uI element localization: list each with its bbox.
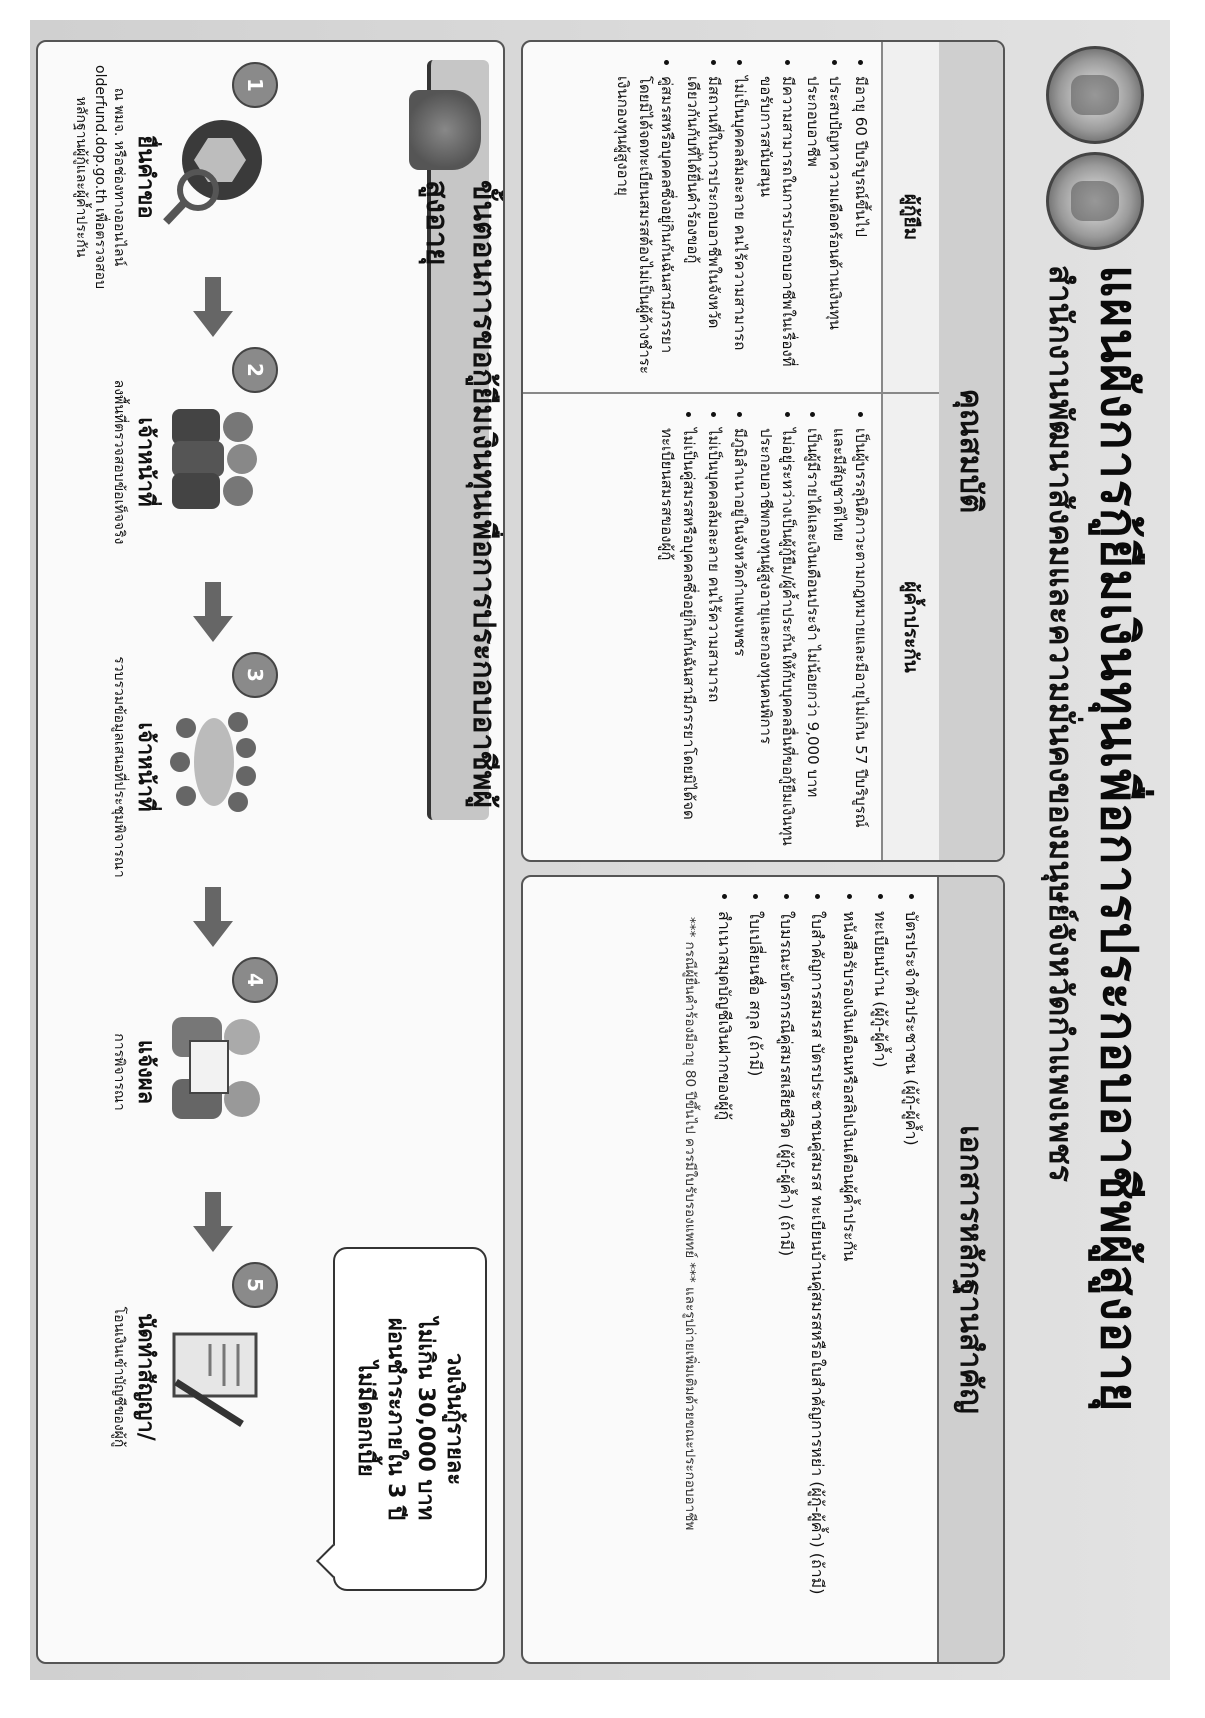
step-number-badge: 4 [232, 957, 278, 1003]
decorative-ornament-icon [409, 90, 481, 170]
step-number-badge: 1 [232, 62, 278, 108]
steps-panel [36, 40, 505, 1664]
qualifications-panel [521, 40, 1005, 862]
list-item: • ทะเบียนบ้าน (ผู้กู้-ผู้ค้ำ) [869, 911, 892, 1648]
list-item: • มีภูมิลำเนาอยู่ในจังหวัดกำแพงเพชร [729, 428, 751, 846]
steps-heading-bar [419, 60, 501, 820]
step-detail: ลงพื้นที่ตรวจสอบข้อเท็จจริง [111, 379, 127, 545]
documents-heading: เอกสารหลักฐานสำคัญ [937, 877, 1003, 1662]
step-1 [53, 62, 278, 292]
list-item: • ไม่อยู่ระหว่างเป็นผู้กู้ยืม/ผู้ค้ำประกันให้กับบุคคลอื่นที่ขอกู้ยืมเงินทุนประกอบอาชีพกองทุนผู้สูงอายุและกองทุนคนพิการ [754, 428, 798, 846]
list-item: • ไม่เป็นคู่สมรสหรือบุคคลซึ่งอยู่กินกันฉันสามีภรรยาโดยมิได้จดทะเบียนสมรสของผู้กู้ [655, 428, 699, 846]
list-item: • ใบมรณะบัตรกรณีคู่สมรสเสียชีวิต (ผู้กู้-ผู้ค้ำ) (ถ้ามี) [775, 911, 798, 1648]
callout-line: วงเงินกู้รายละ [442, 1352, 468, 1486]
steps-heading: ขั้นตอนการขอกู้ยืมเงินทุนเพื่อการประกอบอาชีพผู้สูงอายุ [419, 180, 501, 809]
province-seal-logo [1046, 152, 1144, 250]
right-arrow-icon [193, 1192, 233, 1252]
step-number-badge: 3 [232, 652, 278, 698]
callout-line: ไม่เกิน 30,000 บาท [412, 1317, 438, 1521]
list-item: • บัตรประจำตัวประชาชน (ผู้กู้-ผู้ค้ำ) [900, 911, 923, 1648]
guarantor-heading: ผู้ค้ำประกัน [881, 394, 939, 860]
step-title: ยื่นคำขอ [133, 135, 158, 219]
list-item: • ประสบปัญหาความเดือดร้อนด้านเงินทุนประกอบอาชีพ [802, 76, 846, 378]
step-number-badge: 5 [232, 1262, 278, 1308]
officers-team-icon [162, 397, 272, 517]
list-item: • ไม่เป็นบุคคลล้มละลาย คนไร้ความสามารถ [703, 428, 725, 846]
borrower-heading: ผู้กู้ยืม [881, 42, 939, 392]
list-item: • หนังสือรับรองเงินเดือนหรือสลิปเงินเดือนผู้ค้ำประกัน [837, 911, 860, 1648]
callout-line: ไม่มีดอกเบี้ย [353, 1361, 379, 1477]
qualifications-heading: คุณสมบัติ [937, 42, 1003, 860]
poster-header [1020, 20, 1170, 1680]
step-title: แจ้งผล [133, 1039, 158, 1105]
step-title: เจ้าหน้าที่ [133, 722, 158, 812]
step-detail: ณ พมจ. หรือช่องทางออนไลน์ olderfund.dop.go.th เพื่อตรวจสอบหลักฐานผู้กู้และผู้ค้ำประกัน [73, 65, 127, 289]
documents-panel [521, 875, 1005, 1664]
document-search-icon [162, 112, 272, 232]
step-3 [53, 652, 278, 882]
list-item: • มีอายุ 60 ปีบริบูรณ์ขึ้นไป [849, 76, 871, 378]
list-item: • ใบสำคัญการสมรส บัตรประชาชนคู่สมรส ทะเบียนบ้านคู่สมรสหรือใบสำคัญการหย่า (ผู้กู้-ผู้ค้ำ) (ถ้ามี) [806, 911, 829, 1648]
step-number-badge: 2 [232, 347, 278, 393]
list-item: • ไม่เป็นบุคคลล้มละลาย คนไร้ความสามารถ [729, 76, 751, 378]
step-2 [53, 347, 278, 577]
loan-terms-callout [333, 1247, 487, 1591]
list-item: • เป็นผู้บรรลุนิติภาวะตามกฎหมายและมีอายุไม่เกิน 57 ปีบริบูรณ์ และมีสัญชาติไทย [828, 428, 872, 846]
guarantor-list [655, 394, 881, 860]
documents-list [713, 877, 939, 1662]
poster-subtitle: สำนักงานพัฒนาสังคมและความมั่นคงของมนุษย์จังหวัดกำแพงเพชร [1042, 265, 1080, 1182]
borrower-column [523, 42, 939, 394]
ministry-seal-logo [1046, 46, 1144, 144]
step-4 [53, 957, 278, 1187]
list-item: • สำเนาสมุดบัญชีเงินฝากของผู้กู้ [713, 911, 736, 1648]
step-title: เจ้าหน้าที่ [133, 417, 158, 507]
poster-title: แผนผังการกู้ยืมเงินทุนเพื่อการประกอบอาชีพผู้สูงอายุ [1090, 265, 1149, 1413]
step-detail: รวบรวมข้อมูลเสนอที่ประชุมพิจารณา [111, 656, 127, 878]
list-item: • คู่สมรสหรือบุคคลซึ่งอยู่กินกันฉันสามีภรรยาโดยมิได้จดทะเบียนสมรสต้องไม่เป็นผู้ค้างชำระเงินกองทุนผู้สูงอายุ [612, 76, 677, 378]
list-item: • มีความสามารถในการประกอบอาชีพในเรื่องที่ขอรับการสนับสนุน [754, 76, 798, 378]
poster [30, 20, 1170, 1680]
contract-signing-icon [162, 1312, 272, 1432]
list-item: • มีสถานที่ในการประกอบอาชีพในจังหวัดเดียวกันกับที่ได้ยื่นคำร้องขอกู้ [681, 76, 725, 378]
list-item: • เป็นผู้มีรายได้และเงินเดือนประจำ ไม่น้อยกว่า 9,000 บาท [802, 428, 824, 846]
callout-line: ผ่อนชำระภายใน 3 ปี [383, 1317, 408, 1521]
right-arrow-icon [193, 582, 233, 642]
step-detail: การพิจารณา [111, 1033, 127, 1111]
meeting-table-icon [162, 702, 272, 822]
right-arrow-icon [193, 887, 233, 947]
step-detail: โอนเงินเข้าบัญชีของผู้กู้ [111, 1306, 127, 1448]
documents-body [523, 877, 939, 1662]
medical-certificate-note: *** กรณีผู้ยื่นคำร้องมีอายุ 80 ปีขึ้นไป ควรมีใบรับรองแพทย์ *** และรูปถ่ายเพิ่มเติมด้วยขณะประกอบอาชีพ [681, 917, 698, 1531]
elderly-couple-icon [162, 1007, 272, 1127]
borrower-list [612, 42, 881, 392]
step-title: นัดทำสัญญา/ [133, 1313, 158, 1441]
guarantor-column [523, 394, 939, 860]
list-item: • ใบเปลี่ยนชื่อ สกุล (ถ้ามี) [744, 911, 767, 1648]
step-5 [53, 1262, 278, 1492]
right-arrow-icon [193, 277, 233, 337]
